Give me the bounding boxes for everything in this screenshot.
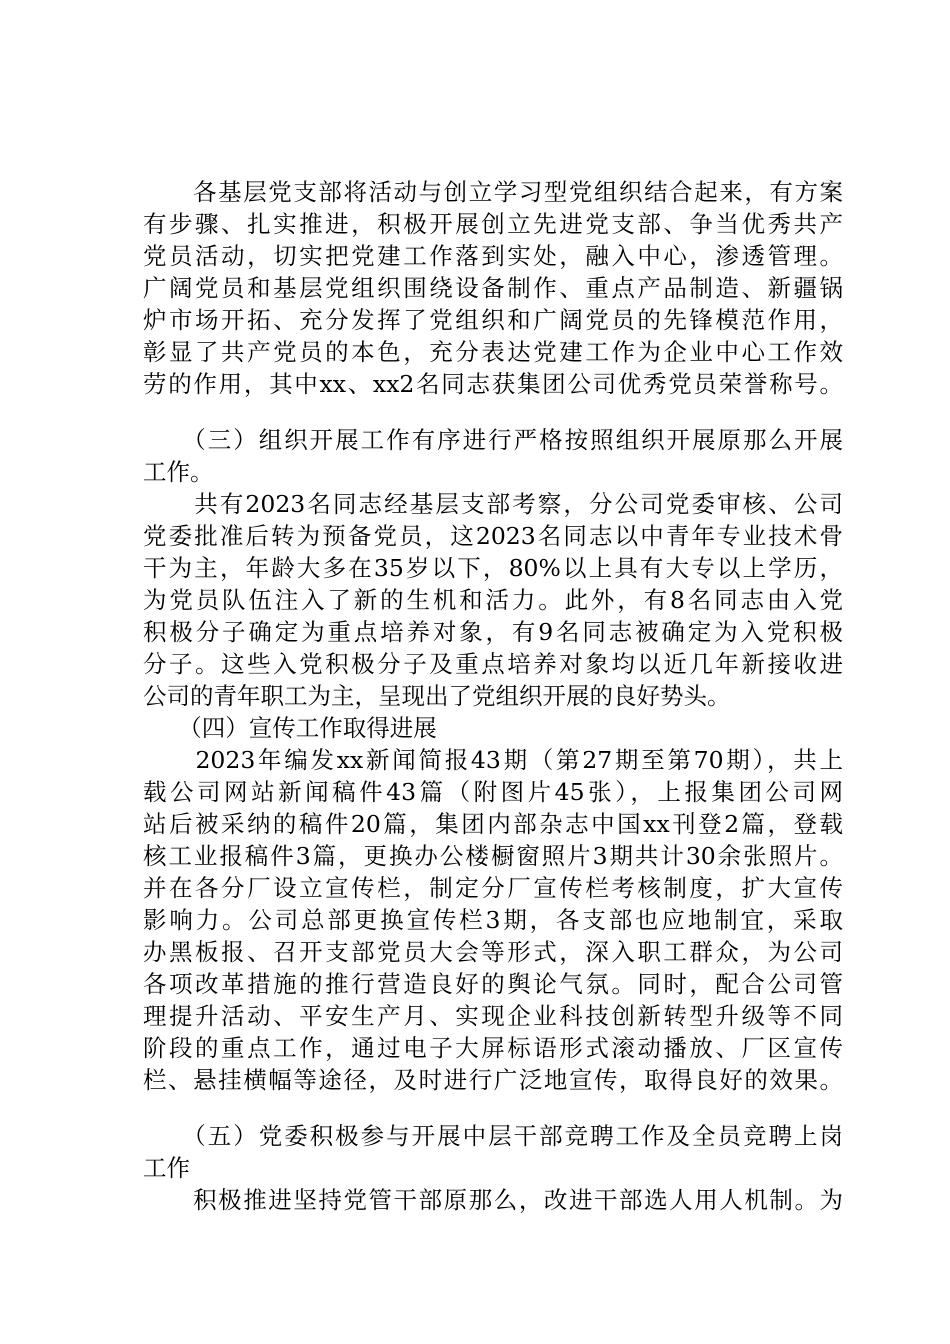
section-heading: （五）党委积极参与开展中层干部竞聘工作及全员竞聘上岗 [143,1122,843,1150]
text-line: 劳的作用，其中xx、xx2名同志获集团公司优秀党员荣誉称号。 [143,370,843,398]
section-heading-continued: 工作。 [143,458,214,486]
text-line: 站后被采纳的稿件20篇，集团内部杂志中国xx刊登2篇，登载 [143,810,843,838]
text-line: 影响力。公司总部更换宣传栏3期，各支部也应地制宜，采取 [143,906,843,934]
section-heading-continued: 工作 [143,1154,190,1182]
text-line: 干为主，年龄大多在35岁以下，80%以上具有大专以上学历， [143,554,843,582]
text-line: 彰显了共产党员的本色，充分表达党建工作为企业中心工作效 [143,338,843,366]
text-line: 分子。这些入党积极分子及重点培养对象均以近几年新接收进 [143,650,843,678]
section-heading: （三）组织开展工作有序进行严格按照组织开展原那么开展 [143,426,843,454]
text-line: 共有2023名同志经基层支部考察，分公司党委审核、公司 [143,490,843,518]
text-line: 积极分子确定为重点培养对象，有9名同志被确定为入党积极 [143,618,843,646]
text-line: 各基层党支部将活动与创立学习型党组织结合起来，有方案 [143,178,843,206]
text-line: 各项改革措施的推行营造良好的舆论气氛。同时，配合公司管 [143,970,843,998]
text-line: 载公司网站新闻稿件43篇（附图片45张），上报集团公司网 [143,778,843,806]
text-line: 阶段的重点工作，通过电子大屏标语形式滚动播放、厂区宣传 [143,1034,843,1062]
text-line: 党员活动，切实把党建工作落到实处，融入中心，渗透管理。 [143,242,843,270]
text-line: 炉市场开拓、充分发挥了党组织和广阔党员的先锋模范作用， [143,306,843,334]
text-line: 栏、悬挂横幅等途径，及时进行广泛地宣传，取得良好的效果。 [143,1066,843,1094]
text-line: 广阔党员和基层党组织围绕设备制作、重点产品制造、新疆锅 [143,274,843,302]
text-line: 办黑板报、召开支部党员大会等形式，深入职工群众，为公司 [143,938,843,966]
section-heading: （四）宣传工作取得进展 [143,714,437,742]
text-line: 并在各分厂设立宣传栏，制定分厂宣传栏考核制度，扩大宣传 [143,874,843,902]
text-line: 公司的青年职工为主，呈现出了党组织开展的良好势头。 [143,682,731,710]
text-line: 积极推进坚持党管干部原那么，改进干部选人用人机制。为 [143,1186,843,1214]
text-line: 理提升活动、平安生产月、实现企业科技创新转型升级等不同 [143,1002,843,1030]
text-line: 核工业报稿件3篇，更换办公楼橱窗照片3期共计30余张照片。 [143,842,843,870]
text-line: 党委批准后转为预备党员，这2023名同志以中青年专业技术骨 [143,522,843,550]
text-line: 有步骤、扎实推进，积极开展创立先进党支部、争当优秀共产 [143,210,843,238]
text-line: 2023年编发xx新闻简报43期（第27期至第70期），共上 [143,746,843,774]
text-line: 为党员队伍注入了新的生机和活力。此外，有8名同志由入党 [143,586,843,614]
